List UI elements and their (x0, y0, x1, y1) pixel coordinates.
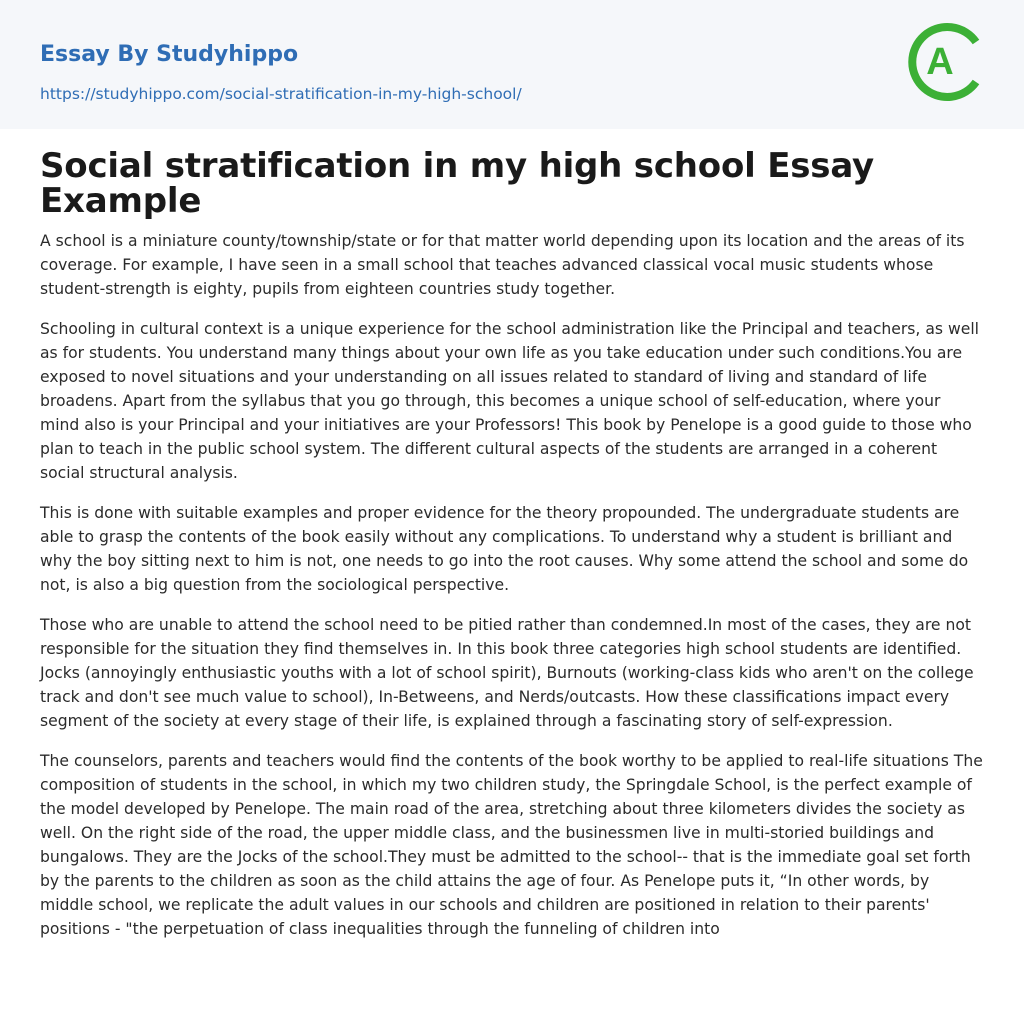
page-url[interactable]: https://studyhippo.com/social-stratification-in-my-high-school/ (40, 85, 522, 103)
essay-body (40, 229, 984, 957)
essay-paragraph: A school is a miniature county/township/state or for that matter world depending upon its location and the areas of its coverage. For example, I have seen in a small school that teaches advanced classical vocal music students whose student-strength is eighty, pupils from eighteen countries study together. (40, 232, 965, 298)
studyhippo-logo-icon[interactable] (906, 18, 988, 106)
logo-letter: A (926, 41, 954, 83)
page-title: Social stratification in my high school Essay Example (40, 146, 874, 221)
essay-paragraph: Those who are unable to attend the school need to be pitied rather than condemned.In most of the cases, they are not responsible for the situation they find themselves in. In this book three categories high school students are identified. Jocks (annoyingly enthusiastic youths with a lot of school spirit), Burnouts (working-class kids who aren't on the college track and don't see much value to school), In-Betweens, and Nerds/outcasts. How these classifications impact every segment of the society at every stage of their life, is explained through a fascinating story of self-expression. (40, 616, 974, 730)
site-brand[interactable]: Essay By Studyhippo (40, 42, 299, 67)
essay-paragraph: The counselors, parents and teachers would find the contents of the book worthy to be applied to real-life situations The composition of students in the school, in which my two children study, the Springdale School, is the perfect example of the model developed by Penelope. The main road of the area, stretching about three kilometers divides the society as well. On the right side of the road, the upper middle class, and the businessmen live in multi-storied buildings and bungalows. They are the Jocks of the school.They must be admitted to the school-- that is the immediate goal set forth by the parents to the children as soon as the child attains the age of four. As Penelope puts it, “In other words, by middle school, we replicate the adult values in our schools and children are positioned in relation to their parents' positions - "the perpetuation of class inequalities through the funneling of children into (40, 752, 983, 938)
site-header (0, 0, 1024, 129)
essay-paragraph: This is done with suitable examples and proper evidence for the theory propounded. The undergraduate students are able to grasp the contents of the book easily without any complications. To understand why a student is brilliant and why the boy sitting next to him is not, one needs to go into the root causes. Why some attend the school and some do not, is also a big question from the sociological perspective. (40, 504, 969, 594)
essay-paragraph: Schooling in cultural context is a unique experience for the school administration like the Principal and teachers, as well as for students. You understand many things about your own life as you take education under such conditions.You are exposed to novel situations and your understanding on all issues related to standard of living and standard of life broadens. Apart from the syllabus that you go through, this becomes a unique school of self-education, where your mind also is your Principal and your initiatives are your Professors! This book by Penelope is a good guide to those who plan to teach in the public school system. The different cultural aspects of the students are arranged in a coherent social structural analysis. (40, 320, 979, 482)
